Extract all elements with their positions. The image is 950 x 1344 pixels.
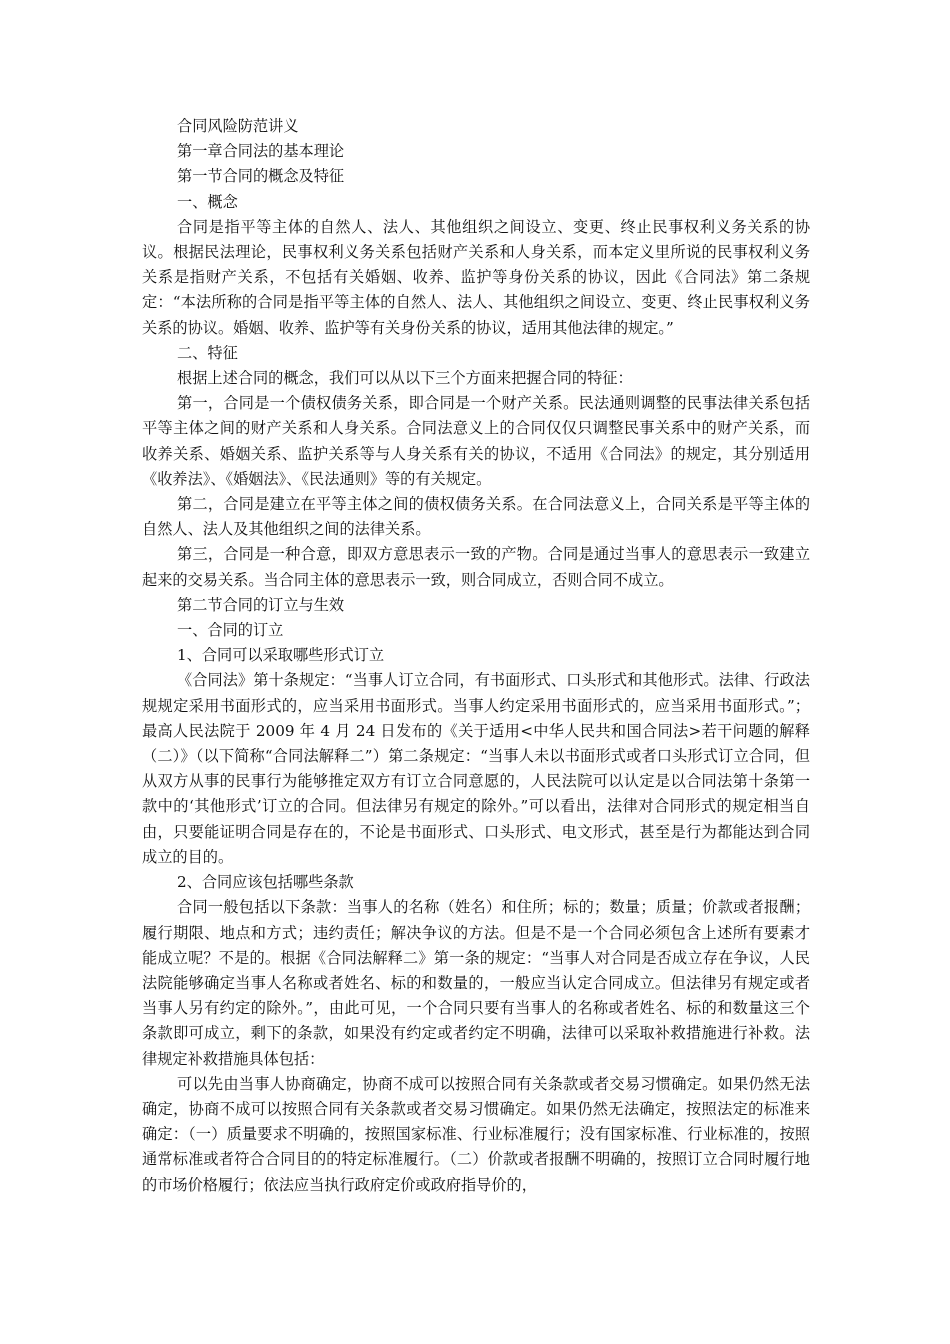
paragraph-concept: 合同是指平等主体的自然人、法人、其他组织之间设立、变更、终止民事权利义务关系的协议。根据民法理论，民事权利义务关系包括财产关系和人身关系，而本定义里所说的民事权利义务关系是指财产关系，不包括有关婚姻、收养、监护等身份关系的协议，因此《合同法》第二条规定：“本法所称的合同是指平等主体的自然人、法人、其他组织之间设立、变更、终止民事权利义务关系的协议。婚姻、收养、监护等有关身份关系的协议，适用其他法律的规定。” <box>142 217 810 337</box>
section-heading-2: 第二节合同的订立与生效 <box>177 595 345 614</box>
paragraph-clauses: 合同一般包括以下条款：当事人的名称（姓名）和住所；标的；数量；质量；价款或者报酬；履行期限、地点和方式；违约责任；解决争议的方法。但是不是一个合同必须包含上述所有要素才能成立呢？不是的。根据《合同法解释二》第一条的规定：“当事人对合同是否成立存在争议，人民法院能够确定当事人名称或者姓名、标的和数量的，一般应当认定合同成立。但法律另有规定或者当事人另有约定的除外。”，由此可见，一个合同只要有当事人的名称或者姓名、标的和数量这三个条款即可成立，剩下的条款，如果没有约定或者约定不明确，法律可以采取补救措施进行补救。法律规定补救措施具体包括： <box>142 898 810 1068</box>
subheading-clauses: 2、合同应该包括哪些条款 <box>177 873 354 892</box>
chapter-heading: 第一章合同法的基本理论 <box>177 142 345 161</box>
paragraph-forms: 《合同法》第十条规定：“当事人订立合同，有书面形式、口头形式和其他形式。法律、行政法规规定采用书面形式的，应当采用书面形式。当事人约定采用书面形式的，应当采用书面形式。”；最高人民法院于 2009 年 4 月 24 日发布的《关于适用<中华人民共和国合同法>若干问题的解释（二）》（以下简称“合同法解释二”）第二条规定：“当事人未以书面形式或者口头形式订立合同，但从双方从事的民事行为能够推定双方有订立合同意愿的，人民法院可以认定是以合同法第十条第一款中的‘其他形式’订立的合同。但法律另有规定的除外。”可以看出，法律对合同形式的规定相当自由，只要能证明合同是存在的，不论是书面形式、口头形式、电文形式，甚至是行为都能达到合同成立的目的。 <box>142 671 810 866</box>
subheading-concept: 一、概念 <box>177 192 238 211</box>
subheading-formation: 一、合同的订立 <box>177 621 284 640</box>
section-heading-1: 第一节合同的概念及特征 <box>177 167 345 186</box>
paragraph-features-intro: 根据上述合同的概念，我们可以从以下三个方面来把握合同的特征： <box>177 369 633 388</box>
paragraph-feature-1: 第一，合同是一个债权债务关系，即合同是一个财产关系。民法通则调整的民事法律关系包括平等主体之间的财产关系和人身关系。合同法意义上的合同仅仅只调整民事关系中的财产关系，而收养关系、婚姻关系、监护关系等与人身关系有关的协议，不适用《合同法》的规定，其分别适用《收养法》、《婚姻法》、《民法通则》等的有关规定。 <box>142 394 810 488</box>
subheading-features: 二、特征 <box>177 343 238 362</box>
paragraph-remedies: 可以先由当事人协商确定，协商不成可以按照合同有关条款或者交易习惯确定。如果仍然无法确定，协商不成可以按照合同有关条款或者交易习惯确定。如果仍然无法确定，按照法定的标准来确定：（一）质量要求不明确的，按照国家标准、行业标准履行；没有国家标准、行业标准的，按照通常标准或者符合合同目的的特定标准履行。（二）价款或者报酬不明确的，按照订立合同时履行地的市场价格履行；依法应当执行政府定价或政府指导价的， <box>142 1074 810 1194</box>
document-page <box>142 114 810 1198</box>
subheading-forms: 1、合同可以采取哪些形式订立 <box>177 646 385 665</box>
paragraph-feature-3: 第三，合同是一种合意，即双方意思表示一致的产物。合同是通过当事人的意思表示一致建立起来的交易关系。当合同主体的意思表示一致，则合同成立，否则合同不成立。 <box>142 545 810 589</box>
paragraph-feature-2: 第二，合同是建立在平等主体之间的债权债务关系。在合同法意义上，合同关系是平等主体的自然人、法人及其他组织之间的法律关系。 <box>142 495 810 539</box>
document-title: 合同风险防范讲义 <box>177 117 299 135</box>
